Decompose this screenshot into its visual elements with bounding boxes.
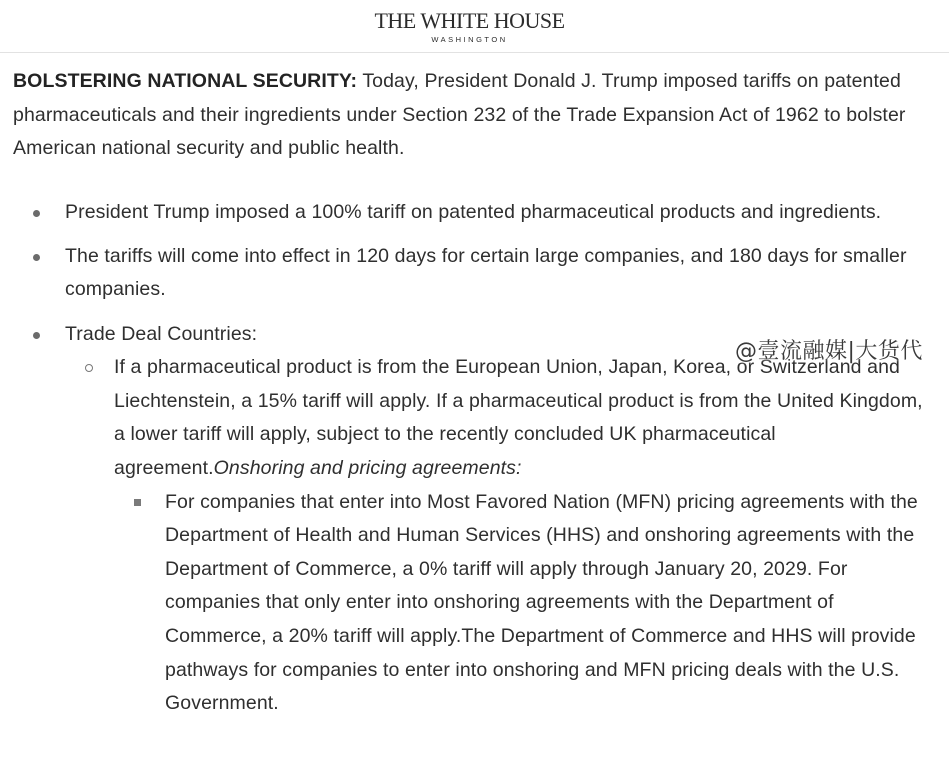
list-item-text: The tariffs will come into effect in 120 days for certain large companies, and 180 days for smaller companies. <box>65 244 907 301</box>
list-item <box>13 240 938 307</box>
sub-list <box>65 351 938 721</box>
intro-text: Today, President Donald J. Trump imposed tariffs on patented pharmaceuticals and their ingredients under Section 232 of the Trade Expansion Act of 1962 to bolster American national security and public health. <box>13 70 906 160</box>
intro-paragraph <box>13 65 938 166</box>
sub-list-item-text: If a pharmaceutical product is from the European Union, Japan, Korea, or Switzerland and Liechtenstein, a 15% tariff will apply. If a pharmaceutical product is from the United Kingdom, a lower tariff will apply, subject to the recently concluded UK pharmaceutical agreement. <box>114 356 923 479</box>
list-item-text: President Trump imposed a 100% tariff on patented pharmaceutical products and ingredients. <box>65 200 882 223</box>
watermark: @壹流融媒|大货代 <box>735 339 923 364</box>
sub-list-item <box>65 351 938 721</box>
fact-list <box>13 196 938 721</box>
list-item-text: Trade Deal Countries: <box>65 322 258 345</box>
sub-sub-list-item-text: For companies that enter into Most Favored Nation (MFN) pricing agreements with the Department of Health and Human Services (HHS) and onshoring agreements with the Department of Commerce, a 0% tariff will apply through January 20, 2029. For companies that only enter into onshoring agreements with the Department of Commerce, a 20% tariff will apply.The Department of Commerce and HHS will provide pathways for companies to enter into onshoring and MFN pricing deals with the U.S. Government. <box>165 490 918 715</box>
list-item <box>13 196 938 230</box>
intro-lead: BOLSTERING NATIONAL SECURITY: <box>13 70 358 92</box>
sub-sub-list-item <box>114 486 938 721</box>
site-header <box>0 0 949 53</box>
list-item <box>13 318 938 721</box>
logo-subtitle: WASHINGTON <box>431 35 508 44</box>
white-house-logo[interactable]: THE WHITE HOUSE <box>374 8 565 33</box>
sub-sub-list <box>114 486 938 721</box>
article-body <box>13 65 938 731</box>
sub-heading-italic: Onshoring and pricing agreements: <box>213 456 522 479</box>
